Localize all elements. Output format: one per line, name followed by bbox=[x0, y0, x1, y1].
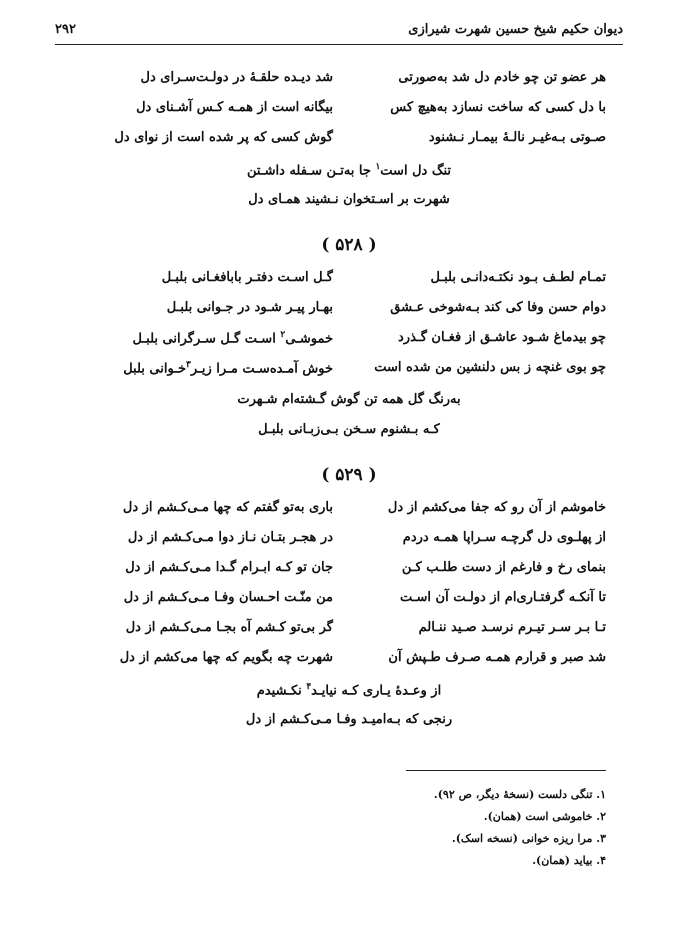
poem-number-heading: ( ۵۲۹ ) bbox=[321, 465, 377, 485]
verse-right: خاموشم از آن رو که جفا می‌کشم از دل bbox=[387, 500, 606, 515]
verse-left: گر بی‌تو کـشم آه بجـا مـی‌کـشم از دل bbox=[125, 620, 333, 635]
verse-right: هر عضو تن چو خادم دل شد به‌صورتی bbox=[398, 70, 606, 85]
footnote: ۲. خاموشی است (همان). bbox=[483, 810, 606, 823]
final-verse: شهرت بر اسـتخوان نـشیند همـای دل bbox=[248, 192, 450, 207]
verse-left: بهـار پیـر شـود در جـوانی بلبـل bbox=[166, 300, 333, 315]
verse-left: گوش کسی که پر شده است از نوای دل bbox=[114, 130, 333, 145]
poem-number-heading: ( ۵۲۸ ) bbox=[321, 235, 377, 255]
footnote-ref: ۳ bbox=[186, 360, 191, 370]
verse-right: چو بیدماغ شـود عاشـق از فغـان گـذرد bbox=[398, 330, 606, 345]
verse-left: بیگانه است از همـه کـس آشـنای دل bbox=[136, 100, 333, 115]
verse-right: با دل کسی که ساخت نسازد به‌هیچ کس bbox=[390, 100, 606, 115]
verse-left: جان تو کـه ابـرام گـدا مـی‌کـشم از دل bbox=[125, 560, 333, 575]
verse-left: گـل اسـت دفتـر بابافغـانی بلبـل bbox=[161, 270, 333, 285]
footnote-ref: ۴ bbox=[306, 682, 312, 692]
final-verse-part: جا به‌تـن سـفله داشـتن bbox=[246, 163, 376, 179]
page-number: ۲۹۲ bbox=[55, 22, 76, 37]
verse-right: دوام حسن وفا کی کند بـه‌شوخی عـشق bbox=[390, 300, 606, 315]
verse-left: من منّـت احـسان وفـا مـی‌کـشم از دل bbox=[123, 590, 333, 605]
final-verse: به‌رنگ گل همه تن گوش گـشته‌ام شـهرت bbox=[237, 392, 461, 407]
verse-right: بنمای رخ و فارغم از دست طلـب کـن bbox=[401, 560, 606, 575]
verse-left bbox=[88, 330, 333, 346]
verse-left bbox=[88, 360, 333, 376]
verse-right: تا آنکـه گرفتـاری‌ام از دولـت آن اسـت bbox=[399, 590, 606, 605]
final-verse: رنجی که بـه‌امیـد وفـا مـی‌کـشم از دل bbox=[245, 712, 453, 727]
footnote: ۳. مرا ریزه خوانی (نسخه اسک). bbox=[451, 832, 606, 845]
verse-part: اسـت گـل سـرگرانی بلبـل bbox=[132, 331, 281, 347]
book-title: دیوان حکیم شیخ حسین شهرت شیرازی bbox=[408, 22, 623, 37]
verse-part: خموشـی bbox=[285, 331, 333, 347]
final-verse-part: تنگ دل است bbox=[380, 163, 452, 179]
verse-left: شهرت چه بگویم که چها می‌کشم از دل bbox=[119, 650, 333, 665]
verse-left: باری به‌تو گفتم که چها مـی‌کـشم از دل bbox=[122, 500, 333, 515]
verse-part: خوش آمـده‌سـت مـرا زیـر bbox=[190, 361, 333, 377]
footnote-ref: ۱ bbox=[375, 162, 381, 172]
verse-right: از پهلـوی دل گرچـه سـراپا همـه دردم bbox=[402, 530, 606, 545]
verse-right: شد صبر و قرارم همـه صـرف طـپش آن bbox=[388, 650, 606, 665]
footnote-ref: ۲ bbox=[280, 330, 286, 340]
final-verse: کـه بـشنوم سـخن بـی‌زبـانی بلبـل bbox=[258, 422, 440, 437]
final-verse bbox=[0, 682, 698, 698]
verse-left: در هجـر بتـان نـاز دوا مـی‌کـشم از دل bbox=[127, 530, 333, 545]
footnote: ۱. تنگی دلست (نسخهٔ دیگر، ص ۹۲). bbox=[433, 788, 606, 801]
footnote-divider bbox=[406, 770, 606, 771]
verse-right: چو بوی غنچه ز بس دلنشین من شده است bbox=[374, 360, 606, 375]
verse-right: تـا بـر سـر تیـرم نرسـد صـید ننـالم bbox=[418, 620, 606, 635]
verse-right: تمـام لطـف بـود نکتـه‌دانـی بلبـل bbox=[430, 270, 606, 285]
verse-right: صـوتی بـه‌غیـر نالـهٔ بیمـار نـشنود bbox=[428, 130, 606, 145]
final-verse bbox=[0, 162, 698, 178]
verse-left: شد دیـده حلقـهٔ در دولـت‌سـرای دل bbox=[140, 70, 333, 85]
footnote: ۴. بیاید (همان). bbox=[532, 854, 606, 867]
page-header bbox=[55, 20, 623, 45]
final-verse-part: نکـشیدم bbox=[256, 683, 307, 699]
final-verse-part: از وعـدهٔ یـاری کـه نیایـد bbox=[311, 683, 442, 699]
verse-part: خـوانی بلبل bbox=[123, 361, 187, 377]
